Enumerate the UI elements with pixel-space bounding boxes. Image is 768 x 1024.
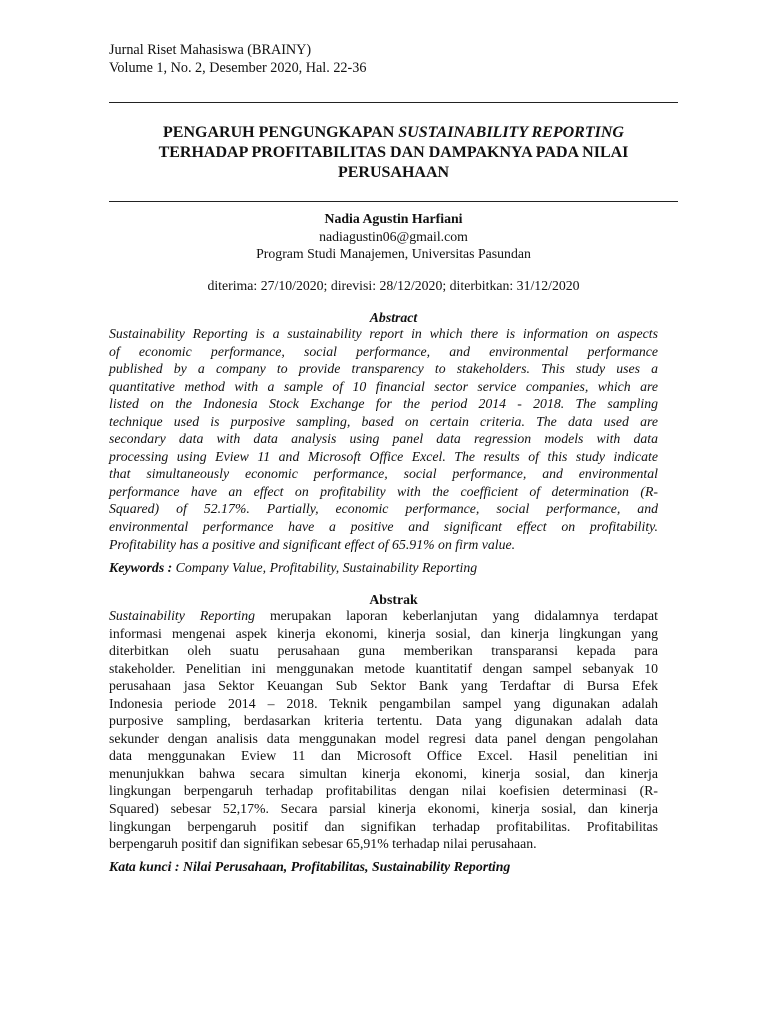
abstract-id-first-italic: Sustainability Reporting [109, 608, 256, 623]
title-line-3: PERUSAHAAN [337, 164, 450, 181]
author-block [109, 210, 678, 263]
abs-en-line: processing using Eview 11 and Microsoft Office Excel. The results of this study indicate [109, 448, 658, 464]
abs-id-line: Indonesia periode 2014 – 2018. Teknik pengambilan sampel yang digunakan adalah [109, 695, 658, 711]
abs-id-line: informasi mengenai aspek kinerja ekonomi, kinerja sosial, dan kinerja lingkungan yang [109, 625, 658, 641]
abs-en-line: secondary data with data analysis using panel data regression models with data [109, 431, 658, 447]
paper-title [109, 123, 678, 183]
abs-en-line: Squared) of 52.17%. Partially, economic performance, social performance, and [109, 501, 658, 517]
abstract-en-heading: Abstract [369, 310, 418, 325]
abs-en-line: Profitability has a positive and significant effect of 65.91% on firm value. [109, 536, 516, 552]
title-line-1-text: PENGARUH PENGUNGKAPAN [163, 124, 399, 141]
abs-id-line: lingkungan berpengaruh positif dan signifikan terhadap profitabilitas. Profitabilitas [109, 818, 658, 834]
abs-id-line: diterbitkan oleh suatu perusahaan guna memberikan transparansi kepada para [109, 643, 658, 659]
title-divider [109, 201, 678, 202]
abs-en-line: listed on the Indonesia Stock Exchange for the period 2014 - 2018. The sampling [109, 396, 658, 412]
keywords-label: Keywords : [109, 560, 173, 575]
abstract-id-line [109, 607, 658, 625]
abs-id-line: purposive sampling, berdasarkan kriteria tertentu. Data yang digunakan adalah data [109, 713, 658, 729]
abs-id-line: Squared) sebesar 52,17%. Secara parsial kinerja ekonomi, kinerja sosial, dan kinerja [109, 801, 658, 817]
abstract-id-heading: Abstrak [369, 592, 418, 607]
publication-dates: diterima: 27/10/2020; direvisi: 28/12/2020; diterbitkan: 31/12/2020 [207, 278, 580, 293]
abs-id-line: berpengaruh positif dan signifikan sebesar 65,91% terhadap nilai perusahaan. [109, 836, 537, 852]
author-email: nadiagustin06@gmail.com [319, 228, 468, 244]
author-name: Nadia Agustin Harfiani [324, 211, 463, 226]
journal-volume: Volume 1, No. 2, Desember 2020, Hal. 22-36 [109, 59, 367, 76]
top-divider [109, 102, 678, 103]
journal-name: Jurnal Riset Mahasiswa (BRAINY) [109, 42, 312, 58]
title-line-1 [109, 123, 678, 143]
abs-en-line: environmental performance have a positive and significant effect on profitability. [109, 519, 658, 535]
abstract-en-text [109, 325, 658, 553]
abs-id-line: data menggunakan Eview 11 dan Microsoft Office Excel. Hasil penelitian ini [109, 748, 658, 764]
title-line-1-italic: SUSTAINABILITY REPORTING [398, 124, 624, 141]
abs-id-line: menunjukkan bahwa secara simultan kinerja ekonomi, kinerja sosial, dan kinerja [109, 765, 658, 781]
abs-en-line: Sustainability Reporting is a sustainability report in which there is information on aspects [109, 326, 658, 341]
author-affiliation: Program Studi Manajemen, Universitas Pasundan [256, 246, 531, 261]
abs-id-line: perusahaan jasa Sektor Keuangan Sub Sektor Bank yang Terdaftar di Bursa Efek [109, 678, 658, 694]
abs-en-line: performance have an effect on profitability with the coefficient of determination (R- [109, 483, 658, 499]
journal-header [109, 42, 366, 77]
keywords-text: Company Value, Profitability, Sustainability Reporting [172, 560, 478, 575]
abs-en-line: quantitative method with a sample of 10 financial sector service companies, which are [109, 378, 658, 394]
abs-en-line: published by a company to provide transparency to stakeholders. This study uses a [109, 361, 658, 377]
abs-en-line: technique used is purposive sampling, based on certain criteria. The data used are [109, 413, 658, 429]
kata-kunci: Kata kunci : Nilai Perusahaan, Profitabilitas, Sustainability Reporting [109, 859, 511, 874]
abstract-id-text [109, 607, 658, 853]
abs-en-line: that simultaneously economic performance, social performance, and environmental [109, 466, 658, 482]
abs-id-line: sekunder dengan analisis data menggunakan model regresi data panel dengan pengolahan [109, 730, 658, 746]
abstract-id-first-rest: merupakan laporan keberlanjutan yang didalamnya terdapat [255, 608, 658, 623]
title-line-2: TERHADAP PROFITABILITAS DAN DAMPAKNYA PADA NILAI [158, 144, 629, 161]
abs-id-line: stakeholder. Penelitian ini menggunakan metode kuantitatif dengan sampel sebanyak 10 [109, 660, 658, 676]
keywords [109, 559, 669, 576]
abs-en-line: of economic performance, social performance, and environmental performance [109, 343, 658, 359]
abs-id-line: lingkungan berpengaruh terhadap profitabilitas dengan nilai koefisien determinasi (R- [109, 783, 658, 799]
